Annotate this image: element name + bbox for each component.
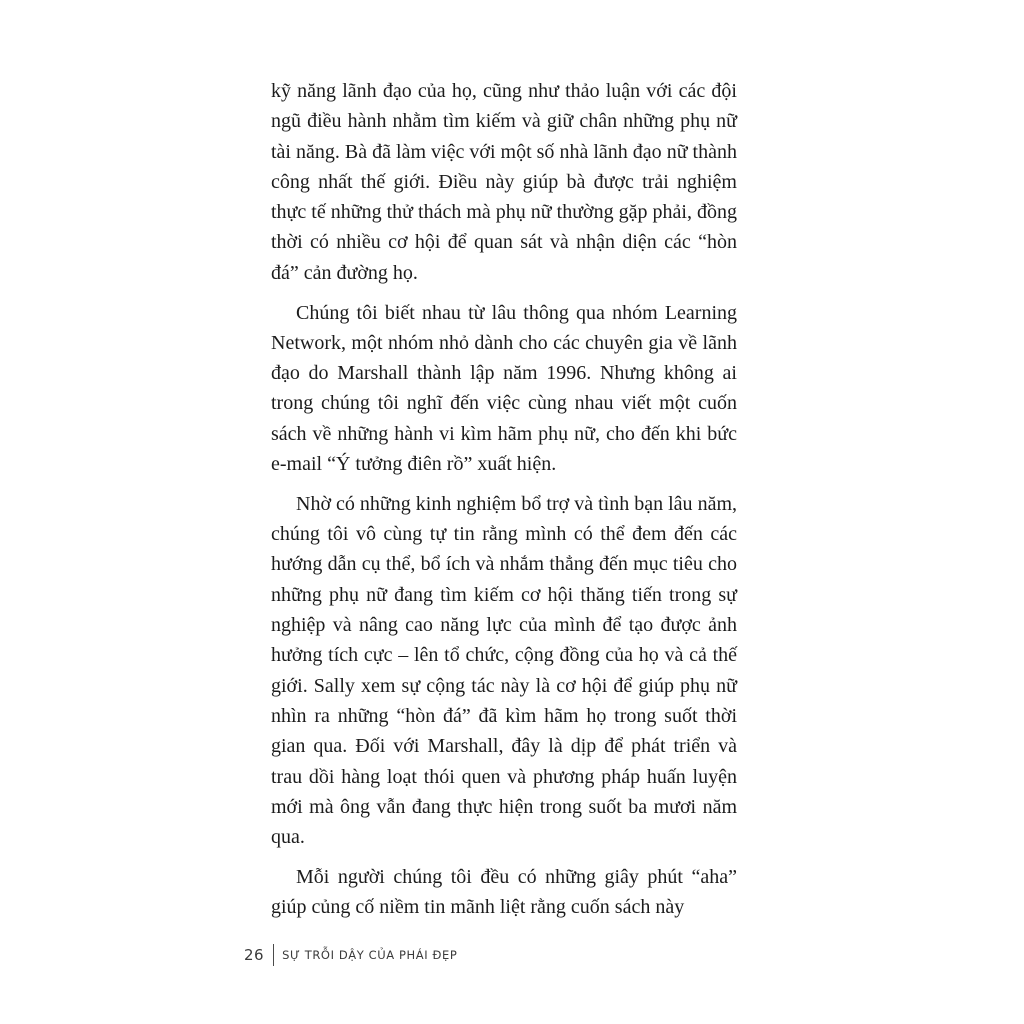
paragraph-learning-network: Chúng tôi biết nhau từ lâu thông qua nhóm Learning Network, một nhóm nhỏ dành cho các chuyên gia về lãnh đạo do Marshall thành lập năm 1996. Nhưng không ai trong chúng tôi nghĩ đến việc cùng nhau viết một cuốn sách về những hành vi kìm hãm phụ nữ, cho đến khi bức e-mail “Ý tưởng điên rồ” xuất hiện. — [271, 301, 737, 476]
paragraph-aha-moments: Mỗi người chúng tôi đều có những giây phút “aha” giúp củng cố niềm tin mãnh liệt rằng cuốn sách này — [271, 865, 737, 919]
page-footer — [244, 944, 457, 966]
page-number: 26 — [244, 946, 265, 964]
footer-divider — [273, 944, 274, 966]
running-book-title: SỰ TRỖI DẬY CỦA PHÁI ĐẸP — [282, 948, 458, 962]
paragraph-continuation: kỹ năng lãnh đạo của họ, cũng như thảo luận với các đội ngũ điều hành nhằm tìm kiếm và giữ chân những phụ nữ tài năng. Bà đã làm việc với một số nhà lãnh đạo nữ thành công nhất thế giới. Điều này giúp bà được trải nghiệm thực tế những thử thách mà phụ nữ thường gặp phải, đồng thời có nhiều cơ hội để quan sát và nhận diện các “hòn đá” cản đường họ. — [271, 80, 737, 284]
paragraph-experience: Nhờ có những kinh nghiệm bổ trợ và tình bạn lâu năm, chúng tôi vô cùng tự tin rằng mình có thể đem đến các hướng dẫn cụ thể, bổ ích và nhắm thẳng đến mục tiêu cho những phụ nữ đang tìm kiếm cơ hội thăng tiến trong sự nghiệp và nâng cao năng lực của mình để tạo được ảnh hưởng tích cực – lên tổ chức, cộng đồng của họ và cả thế giới. Sally xem sự cộng tác này là cơ hội để giúp phụ nữ nhìn ra những “hòn đá” đã kìm hãm họ trong suốt thời gian qua. Đối với Marshall, đây là dịp để phát triển và trau dồi hàng loạt thói quen và phương pháp huấn luyện mới mà ông vẫn đang thực hiện trong suốt ba mươi năm qua. — [271, 492, 737, 849]
body-text — [271, 76, 737, 932]
